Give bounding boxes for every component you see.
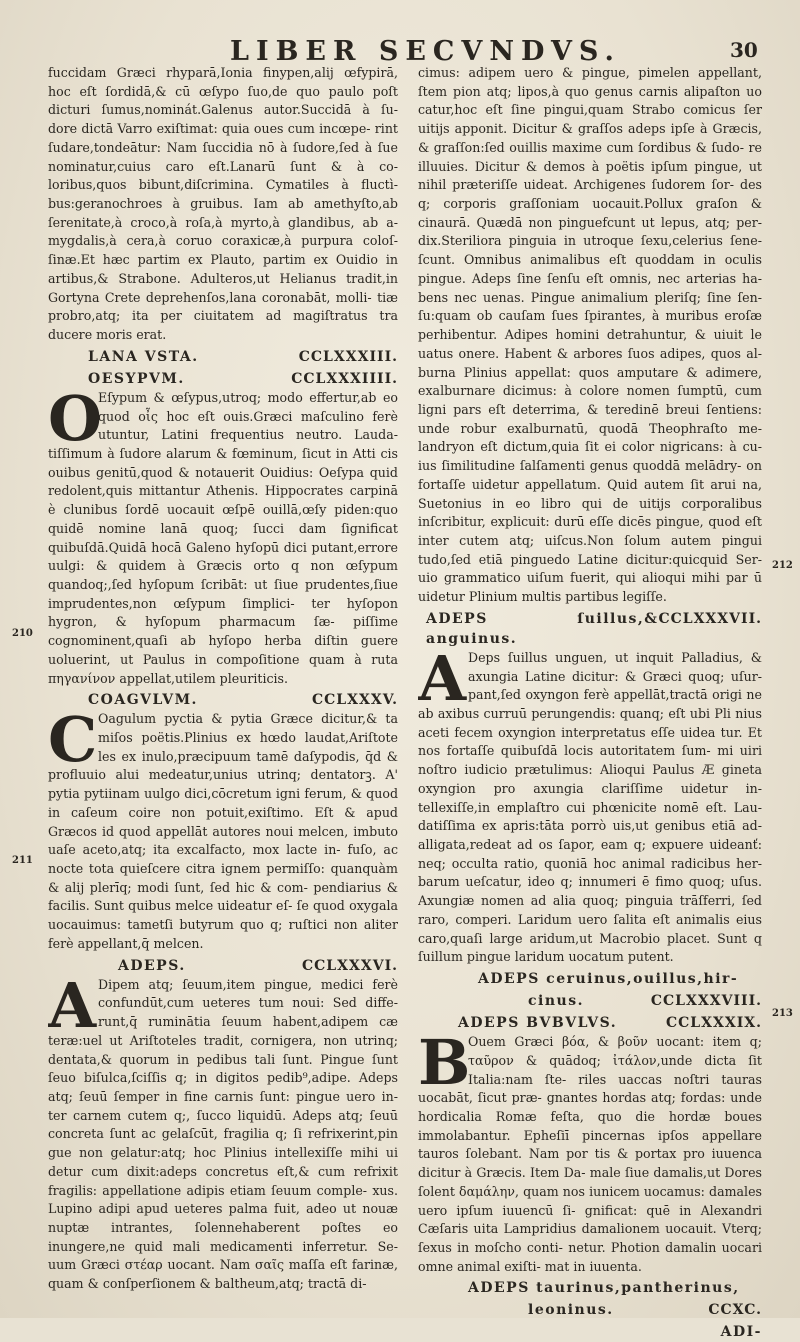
heading-number: CCLXXXIX. [665, 1015, 762, 1032]
heading-title: ADEPS ceruinus,ouillus,hir- [478, 971, 739, 988]
entry [48, 389, 398, 689]
margin-number: 210 [12, 628, 33, 639]
section-heading [418, 609, 762, 649]
section-heading [48, 347, 398, 367]
margin-number: 213 [772, 1008, 793, 1019]
paragraph: Ouem Græci βόα, & βοῦν uocant: item q; ταῦρον & quādoq; ἰτάλον,unde dicta ſit Italia:nam ſte- riles uaccas noſtri tauras uocabāt, ſicut præ- gnantes hordas atq; fordas: unde hordicalia Romæ feſta, quo die hordæ boues immolabantur. Epheſiī pincernas ipſos appellare tauros ſolebant. Nam por tis & portax pro iuuenca dicitur à Græcis. Item Da- male ſiue damalis,ut Dores ſolent δαμάλην, quam nos iunicem uocamus: damales uero ipſum iuuencū ſi- gnificat: quē in Alexandri Cæſaris uita Lampridius damalionem uocauit. Vterq; ſexus in moſcho conti- netur. Photion damalin uocari omne animal exiſti- mat in iuuenta. [418, 1034, 762, 1274]
heading-number: CCXC. [708, 1302, 762, 1319]
paragraph: Dipem atq; ſeuum,item pingue, medici ferè confundūt,cum ueteres tum noui: Sed diffe- runt,q̄ ruminātia ſeuum habent,adipem cæ teræ:uel ut Ariſtoteles tradit, cornigera, non utrinq; dentata,& quorum in pedibus tali ſunt. Pingue ſunt ſeuo biſulca,ſciſſis q; in digitos pedib⁹,adipe. Adeps atq; ſeuū ſemper in fine carnis ſunt: pingue uero in- ter carnem cutem q;, ſucco liquidū. Adeps atq; ſeuū concreta ſunt ac gelaſcūt, fragilia q; ſi refrixerint,pin gue non gelatur:atq; hoc Plinius intellexiſſe mihi ui detur cum dixit:adeps concretus eſt,& cum refrixit fragilis: appellatione adipis etiam ſeuum comple- xus. Lupino adipi apud ueteres palma fuit, adeo ut nouæ nuptæ intrantes, ſolennehaberent poſtes eo inungere,ne quid mali medicamenti inferretur. Se- uum Græci στέαρ uocant. Nam σαῖς maſſa eſt farinæ, quam & conſperſionem & baltheum,atq; tractā di- [48, 976, 398, 1292]
entry [418, 1033, 762, 1276]
paragraph: Oagulum pyctia & pytia Græce dicitur,& ta miſos poëtis.Plinius ex hœdo laudat,Ariſtote les ex inulo,præcipuum tamē daſypodis, q̄d & profluuio alui medeatur,unius utrinq; dentatorꝫ. A' pytia pytiinam uulgo dici,cōcretum igni ferum, & quod in caſeum coire non potuit,exiſtimo. Eſt & apud Græcos id quod appellāt autores noui melcen, imbuto uaſe aceto,atq; ita excalfacto, mox lacte in- fuſo, ac nocte tota quieſcere citra ignem permiſſo: quanquàm & alij plerīq; modi ſunt, ſed hic & com- pendiarius & facilis. Sunt quibus melce uideatur eſ- ſe quod oxygala uocauimus: tametſi butyrum quo q; ruſtici non aliter ferè appellant,q̄ melcen. [48, 711, 398, 951]
entry [48, 710, 398, 953]
drop-cap: A [48, 975, 97, 1042]
left-column [48, 64, 398, 1294]
entry [48, 976, 398, 1294]
section-heading [418, 1278, 762, 1298]
section-heading [418, 991, 762, 1011]
heading-title: OESYPVM. [88, 370, 185, 387]
heading-title: cinus. [528, 993, 584, 1010]
heading-title: COAGVLVM. [88, 692, 198, 709]
right-column [418, 64, 762, 1342]
heading-title: ADEPS BVBVLVS. [458, 1015, 618, 1032]
heading-number: CCLXXXV. [311, 692, 398, 709]
folio-number: 30 [730, 38, 758, 62]
heading-number: CCLXXXVIII. [650, 993, 762, 1010]
section-heading [418, 969, 762, 989]
heading-number: CCLXXXVII. [658, 610, 762, 627]
margin-number: 211 [12, 855, 33, 866]
section-heading [48, 690, 398, 710]
drop-cap: C [48, 710, 98, 777]
heading-title: leoninus. [528, 1302, 614, 1319]
margin-number: 212 [772, 560, 793, 571]
paragraph: fuccidam Græci rhyparā,Ionia finypen,alij œfypirā, hoc eſt ſordidā,& cū œſypo ſuo,de quo paulo poſt dicturi ſumus,nominát.Galenus autor.Succidā à ſu- dore dictā Varro exiſtimat: quia oues cum incœpe- rint ſudare,tondeātur: Nam ſuccidia nō à ſudore,ſed à ſue nominatur,cuius caro eſt.Lanarū ſunt & à co- loribus,quos bibunt,diſcrimina. Cymatiles à fluctì- bus:geranochroes à gruibus. Iam ab amethyſto,ab ſerenitate,à croco,à roſa,à myrto,à glandibus, ab a- mygdalis,à cera,à coruo coraxicæ,à purpura coloſ- ſinæ.Et hæc partim ex Plauto, partim ex Ouidio in artibus,& Strabone. Adulteros,ut Helianus tradit,in Gortyna Crete deprehenſos,lana coronabāt, molli- tiæ probro,atq; ita per ciuitatem ad magiſtratus tra ducere moris erat. [48, 65, 398, 343]
paragraph: cimus: adipem uero & pingue, pimelen appellant, ſtem pion atq; lipos,à quo genus carnis alipaſton uo catur,hoc eſt ſine pingui,quam Strabo comicus ſer uitijs apponit. Dicitur & graſſos adeps ipſe à Græcis, & graſſon:ſed ouillis maxime cum ſordibus & ſudo- re illuuies. Dicitur & demos à poëtis ipſum pingue, ut nihil præteriſſe uideat. Archigenes ſudorem ſor- des q; corporis graſſoniam uocauit.Pollux graſon & cinaurā. Quædā non pinguefcunt ut lepus, atq; per- dix.Steriliora pinguia in utroque ſexu,celerius ſene- ſcunt. Omnibus animalibus eſt quoddam in oculis pingue. Adeps ſine ſenſu eſt omnis, nec arterias ha- bens nec uenas. Pingue animalium pleriſq; ſine ſen- ſu:quam ob cauſam ſues ſpirantes, à muribus eroſæ perhibentur. Adipes homini detrahuntur, & uiuit le uatus onere. Habent & arbores ſuos adipes, quos al- burna Plinius appellat: quos amputare & adimere, exalburnare dicimus: à colore nomen ſumptū, cum ligni pars eſt deterrima, & teredinē breui ſentiens: unde robur exalburnatū, quodā Theophraſto me- landryon eſt dictum,quia ſit ei color nigricans: à cu- ius ſimilitudine ſalſamenti genus quoddā melādry- on fortaſſe uidetur appellatum. Quid autem ſit arui na, Suetonius in eo libro qui de uitijs corporalibus inſcribitur, explicuit: durū eſſe dicēs pingue, quod eſt inter cutem atq; uiſcus.Non ſolum autem pingui tudo,ſed etiā pinguedo Latine dicitur:quicquid Ser- uio grammatico uiſum fuerit, qui alioqui mihi par ū uidetur Plinium multis partibus legiſſe. [418, 65, 762, 605]
paragraph: Deps ſuillus unguen, ut inquit Palladius, & axungia Latine dicitur: & Græci quoq; uſur- pant,ſed oxyngon ferè appellāt,tractā origi ne ab axibus curruū perungendis: quanq; eſt ubi Pli nius aceti fecem oxyngion interpretatus eſſe uidea tur. Et nos fortaſſe quibuſdā locis autoritatem ſum- mi uiri noſtro iudicio prætulimus: Alioqui Paulus Æ gineta oxyngion pro axungia clariſſime uidetur in- tellexiſſe,in emplaſtro cui phœnicite nomē eſt. Lau- datiſſima ex apris:tāta porrò uis,ut genibus etiā ad- alligata,redeat ad os ſapor, eam q; expuere uideanť: neq; occulta ratio, quoniā hoc animal radicibus her- barum ueſcatur, ideo q; innumeri ē fimo quoq; uſus. Axungiæ nomen ad alia quoq; pinguia trāſferri, ſed raro, comperi. Laridum uero ſalita eſt animalis eius caro,quaſi large aridum,ut Macrobio placet. Sunt q ſuillum pingue laridum uocatum putent. [418, 649, 762, 965]
section-heading [418, 1300, 762, 1320]
drop-cap: B [418, 1033, 471, 1100]
heading-title: ADEPS taurinus,pantherinus, [468, 1280, 740, 1297]
catchword: ADI- [720, 1324, 762, 1341]
heading-number: CCLXXXVI. [301, 957, 398, 974]
heading-number: CCLXXXIII. [298, 348, 398, 365]
drop-cap: O [48, 388, 103, 455]
heading-title: ADEPS ſuillus,& anguinus. [426, 610, 659, 647]
section-heading [418, 1013, 762, 1033]
drop-cap: A [418, 648, 467, 715]
heading-title: ADEPS. [118, 957, 186, 974]
entry [418, 649, 762, 967]
paragraph: Eſypum & œſypus,utroq; modo effertur,ab eo quod οἶς hoc eſt ouis.Græci maſculino ferè utuntur, Latini frequentius neutro. Lauda- tiſſimum à ſudore alarum & fœminum, ſicut in Atti cis ouibus genitū,quod & notauerit Ouidius: Oeſypa quid redolent,quis mittantur Athenis. Hippocrates carpinā è clunibus ſordē uocauit œſpē ouillā,œſy piden:quo quidē nomine lanā quoq; ſucci dam ſignificat quibuſdā.Quidā hocā Galeno hyſopū dici putant,errore uulgi: & quidem à Græcis orto q non œſypum quandoq;,ſed hyſopum ſcribāt: ut ſiue prudentes,ſiue imprudentes,non œſypum ſimplici- ter hyſopon hygron, & hyſopum pharmacum ſæ- piſſime cognominent,quaſi ab hyſopo herba diſtin guere uoluerint, ut Paulus in compoſitione quam à ruta πηγανίνον appellat,utilem pleuriticis. [48, 389, 398, 686]
heading-number: CCLXXXIIII. [291, 370, 398, 387]
catchword-line [418, 1322, 762, 1342]
heading-title: LANA VSTA. [88, 348, 199, 365]
running-title: LIBER SECVNDVS. [230, 36, 621, 67]
section-heading [48, 369, 398, 389]
section-heading [48, 956, 398, 976]
running-head [0, 36, 800, 66]
